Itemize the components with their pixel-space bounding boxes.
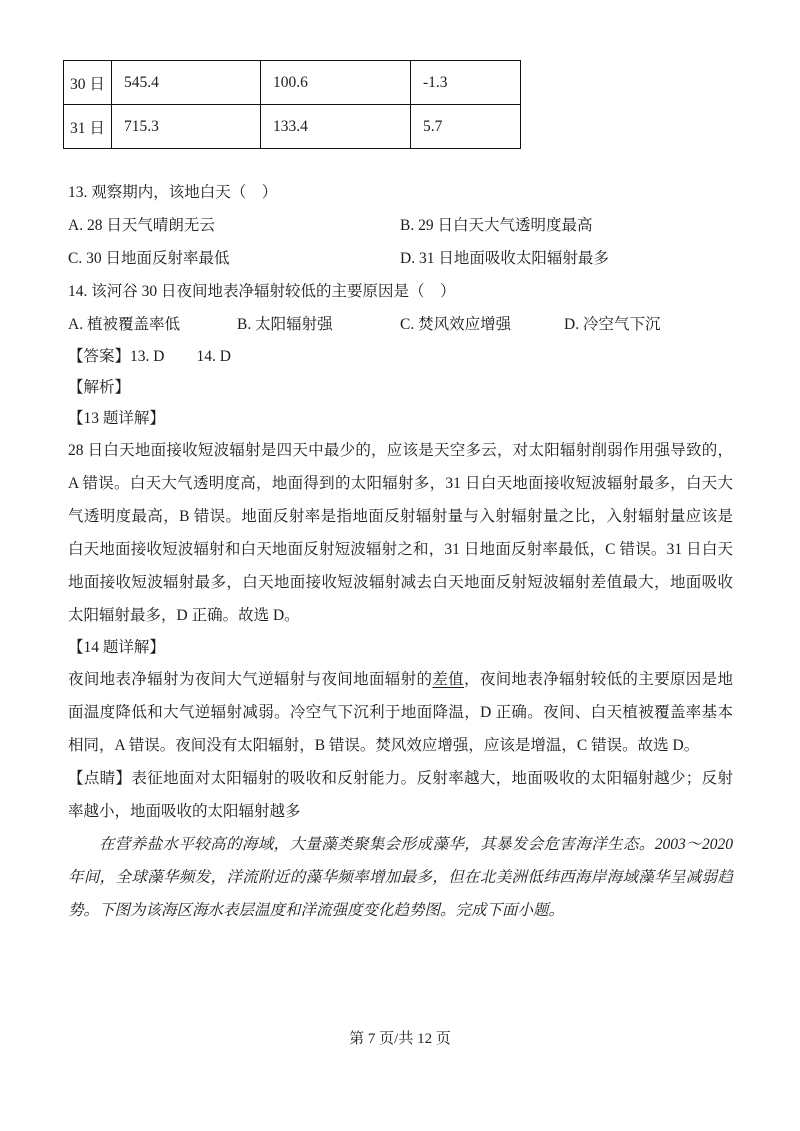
answer-13: 13. D xyxy=(130,348,165,365)
detail-14-heading: 【14 题详解】 xyxy=(68,639,165,656)
algae-passage-paragraph: 在营养盐水平较高的海域，大量藻类聚集会形成藻华，其暴发会危害海洋生态。2003～2020 年间，全球藻华频发，洋流附近的藻华频率增加最多，但在北美洲低纬西海岸海域藻华呈减弱趋势。下图为该海区海水表层温度和洋流强度变化趋势图。完成下面小题。 xyxy=(68,836,733,919)
table-cell-value: 100.6 xyxy=(261,61,411,105)
answer-14: 14. D xyxy=(196,348,231,365)
table-cell-value: -1.3 xyxy=(411,61,521,105)
answer-line xyxy=(68,341,733,372)
table-row-day31 xyxy=(64,105,521,149)
table-row-day30 xyxy=(64,61,521,105)
question-text-column xyxy=(68,176,733,927)
q14-option-c: C. 焚风效应增强 xyxy=(400,316,512,333)
q14-option-a: A. 植被覆盖率低 xyxy=(68,316,180,333)
q14-option-d: D. 冷空气下沉 xyxy=(564,316,661,333)
table-cell-value: 133.4 xyxy=(261,105,411,149)
question-13-text: 13. 观察期内，该地白天（ ） xyxy=(68,184,278,201)
question-13-options xyxy=(68,209,733,275)
detail-14-paragraph xyxy=(68,663,733,762)
question-14-text: 14. 该河谷 30 日夜间地表净辐射较低的主要原因是（ ） xyxy=(68,283,456,300)
table-cell-value: 545.4 xyxy=(112,61,261,105)
page-footer: 第 7 页/共 12 页 xyxy=(349,1031,451,1047)
q13-option-a: A. 28 日天气晴朗无云 xyxy=(68,217,215,234)
table-cell-day: 31 日 xyxy=(64,105,112,149)
detail-14-text-before: 夜间地表净辐射为夜间大气逆辐射与夜间地面辐射的 xyxy=(68,671,433,688)
q14-option-b: B. 太阳辐射强 xyxy=(237,316,333,333)
question-14-options xyxy=(68,308,733,341)
detail-13-paragraph: 28 日白天地面接收短波辐射是四天中最少的，应该是天空多云，对太阳辐射削弱作用强导致的，A 错误。白天大气透明度高，地面得到的太阳辐射多，31 日白天地面接收短波辐射最多，白天大气透明度最高，B 错误。地面反射率是指地面反射辐射量与入射辐射量之比，入射辐射量应该是白天地面接收短波辐射和白天地面反射短波辐射之和，31 日地面反射率最低，C 错误。31 日白天地面接收短波辐射最多，白天地面接收短波辐射减去白天地面反射短波辐射差值最大，地面吸收太阳辐射最多，D 正确。故选 D。 xyxy=(68,442,733,624)
table-cell-value: 715.3 xyxy=(112,105,261,149)
tip-text: 表征地面对太阳辐射的吸收和反射能力。反射率越大，地面吸收的太阳辐射越少；反射率越小，地面吸收的太阳辐射越多 xyxy=(68,770,733,820)
q13-option-d: D. 31 日地面吸收太阳辐射最多 xyxy=(400,250,609,267)
detail-14-underlined-term: 差值 xyxy=(432,671,465,688)
q13-option-c: C. 30 日地面反射率最低 xyxy=(68,250,230,267)
answer-label: 【答案】 xyxy=(68,348,131,365)
q13-option-b: B. 29 日白天大气透明度最高 xyxy=(400,217,593,234)
tip-label: 【点睛】 xyxy=(68,770,132,787)
tip-paragraph xyxy=(68,762,733,828)
table-cell-day: 30 日 xyxy=(64,61,112,105)
table-cell-value: 5.7 xyxy=(411,105,521,149)
detail-14-text-after: ，夜间地表净辐射较低的主要原因是地面温度降低和大气逆辐射减弱。冷空气下沉利于地面降温，D 正确。夜间、白天植被覆盖率基本相同，A 错误。夜间没有太阳辐射，B 错误。焚风效应增强，应该是增温，C 错误。故选 D。 xyxy=(68,671,733,754)
radiation-data-table xyxy=(63,60,521,149)
analysis-label: 【解析】 xyxy=(68,379,131,396)
detail-13-heading: 【13 题详解】 xyxy=(68,410,165,427)
